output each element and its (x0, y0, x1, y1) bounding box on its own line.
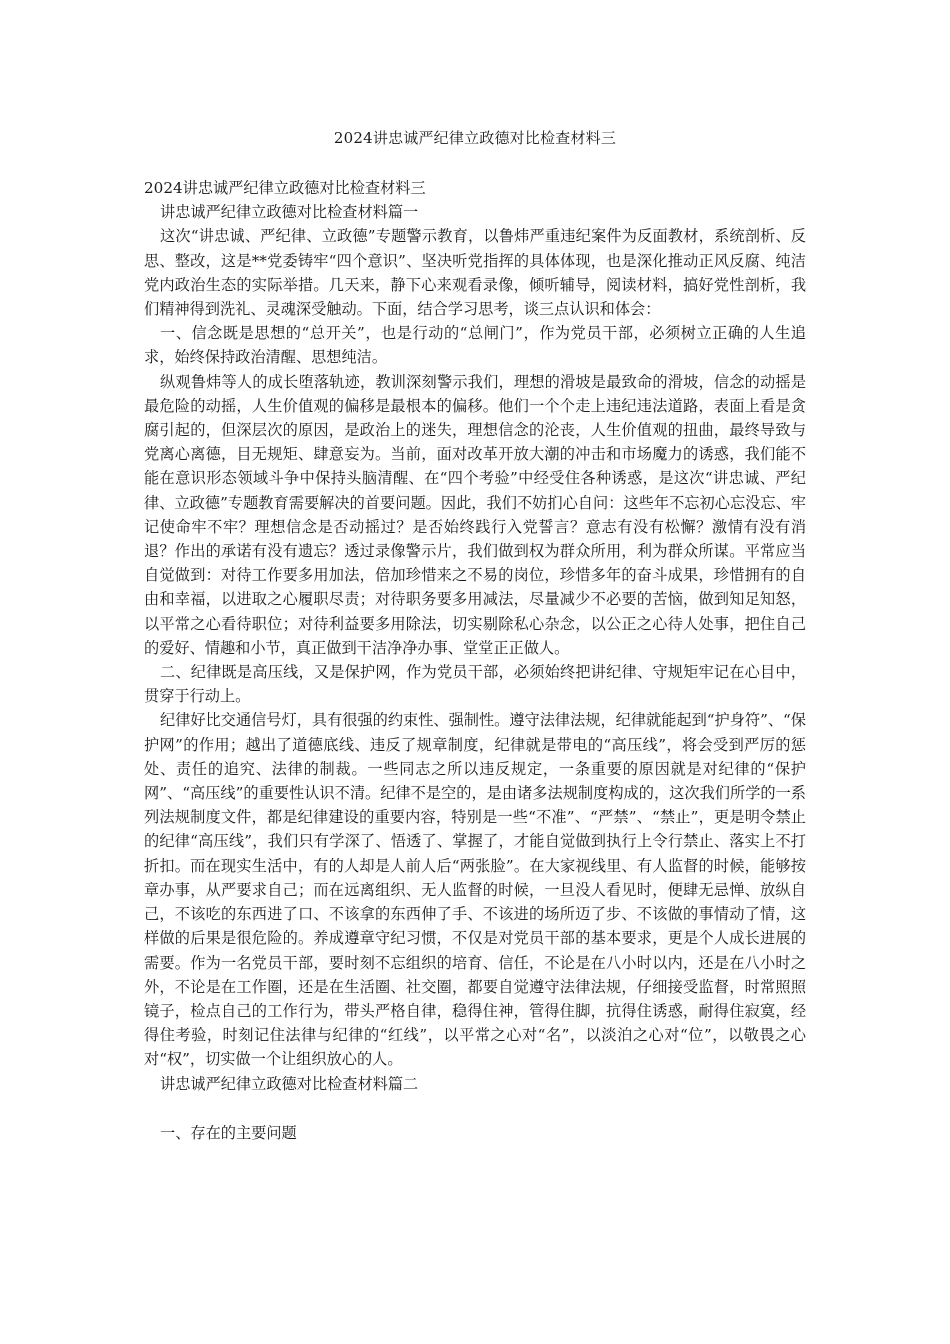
paragraph-point-one: 一、信念既是思想的“总开关”，也是行动的“总闸门”，作为党员干部，必须树立正确的人生追求，始终保持政治清醒、思想纯洁。 (144, 324, 806, 367)
document-body (144, 176, 806, 1145)
part-one-heading: 讲忠诚严纪律立政德对比检查材料篇一 (160, 203, 419, 222)
paragraph-intro: 这次“讲忠诚、严纪律、立政德”专题警示教育，以鲁炜严重违纪案件为反面教材，系统剖析、反思、整改，这是**党委铸牢“四个意识”、坚决听党指挥的具体体现，也是深化推动正风反腐、纯洁党内政治生态的实际举措。几天来，静下心来观看录像，倾听辅导，阅读材料，搞好党性剖析，我们精神得到洗礼、灵魂深受触动。下面，结合学习思考，谈三点认识和体会： (144, 227, 806, 319)
spacer (144, 1096, 806, 1121)
paragraph-point-two: 二、纪律既是高压线，又是保护网，作为党员干部，必须始终把讲纪律、守规矩牢记在心目中，贯穿于行动上。 (144, 663, 806, 706)
document-subtitle: 2024讲忠诚严纪律立政德对比检查材料三 (144, 179, 426, 197)
paragraph-point-one-body: 纵观鲁炜等人的成长堕落轨迹，教训深刻警示我们，理想的滑坡是最致命的滑坡，信念的动摇是最危险的动摇，人生价值观的偏移是最根本的偏移。他们一个个走上违纪违法道路，表面上看是贪腐引起的，但深层次的原因，是政治上的迷失，理想信念的沦丧，人生价值观的扭曲，最终导致与党离心离德，目无规矩、肆意妄为。当前，面对改革开放大潮的冲击和市场魔力的诱惑，我们能不能在意识形态领域斗争中保持头脑清醒、在“四个考验”中经受住各种诱惑，是这次“讲忠诚、严纪律、立政德”专题教育需要解决的首要问题。因此，我们不妨扪心自问：这些年不忘初心忘没忘、牢记使命牢不牢？理想信念是否动摇过？是否始终践行入党誓言？意志有没有松懈？激情有没有消退？作出的承诺有没有遗忘？透过录像警示片，我们做到权为群众所用，利为群众所谋。平常应当自觉做到：对待工作要多用加法，倍加珍惜来之不易的岗位，珍惜多年的奋斗成果，珍惜拥有的自由和幸福，以进取之心履职尽责；对待职务要多用减法，尽量减少不必要的苦恼，做到知足知怒，以平常之心看待职位；对待利益要多用除法，切实剔除私心杂念，以公正之心待人处事，把住自己的爱好、情趣和小节，真正做到干洁净净办事、堂堂正正做人。 (144, 372, 806, 657)
document-title: 2024讲忠诚严纪律立政德对比检查材料三 (333, 129, 617, 147)
part-two-section-one-heading: 一、存在的主要问题 (160, 1123, 297, 1142)
paragraph-point-two-body: 纪律好比交通信号灯，具有很强的约束性、强制性。遵守法律法规，纪律就能起到“护身符”、“保护网”的作用；越出了道德底线、违反了规章制度，纪律就是带电的“高压线”，将会受到严厉的惩处、责任的追究、法律的制裁。一些同志之所以违反规定，一条重要的原因就是对纪律的“保护网”、“高压线”的重要性认识不清。纪律不是空的，是由诸多法规制度构成的，这次我们所学的一系列法规制度文件，都是纪律建设的重要内容，特别是一些“不准”、“严禁”、“禁止”，更是明令禁止的纪律“高压线”，我们只有学深了、悟透了、掌握了，才能自觉做到执行上令行禁止、落实上不打折扣。而在现实生活中，有的人却是人前人后“两张脸”。在大家视线里、有人监督的时候，能够按章办事，从严要求自己；而在远离组织、无人监督的时候，一旦没人看见时，便肆无忌惮、放纵自己，不该吃的东西进了口、不该拿的东西伸了手、不该进的场所迈了步、不该做的事情动了情，这样做的后果是很危险的。养成遵章守纪习惯，不仅是对党员干部的基本要求，更是个人成长进展的需要。作为一名党员干部，要时刻不忘组织的培育、信任，不论是在八小时以内，还是在八小时之外，不论是在工作圈，还是在生活圈、社交圈，都要自觉遵守法律法规，仔细接受监督，时常照照镜子，检点自己的工作行为，带头严格自律，稳得住神，管得住脚，抗得住诱惑，耐得住寂寞，经得住考验，时刻记住法律与纪律的“红线”，以平常之心对“名”，以淡泊之心对“位”，以敬畏之心对“权”，切实做一个让组织放心的人。 (144, 711, 806, 1069)
part-two-heading: 讲忠诚严纪律立政德对比检查材料篇二 (160, 1074, 419, 1093)
